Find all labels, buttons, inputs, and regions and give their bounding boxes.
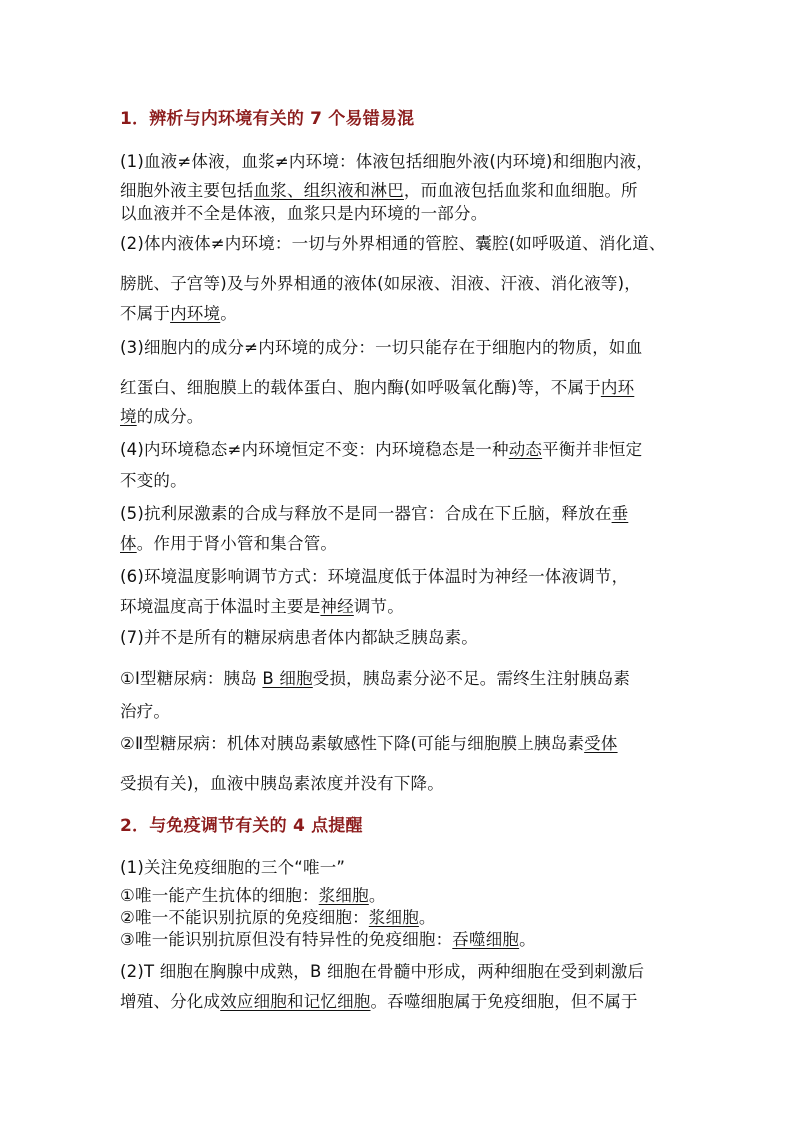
s1-p6-line2: [120, 596, 404, 618]
s1-p2-line1: (2)体内液体≠内环境：一切与外界相通的管腔、囊腔(如呼吸道、消化道、: [120, 234, 666, 253]
text: ①Ⅰ型糖尿病：胰岛: [120, 669, 263, 688]
s1-p7-line1: (7)并不是所有的糖尿病患者体内都缺乏胰岛素。: [120, 628, 478, 647]
s1-p4-line2: 不变的。: [120, 471, 187, 490]
s1-p5-line1: [120, 503, 628, 525]
underlined-term: 受体: [584, 734, 618, 753]
s1-p6-line1: (6)环境温度影响调节方式：环境温度低于体温时为神经一体液调节，: [120, 567, 629, 586]
underlined-term: 吞噬细胞: [452, 930, 520, 949]
underlined-term: 境: [120, 407, 137, 426]
s1-p3-line1: (3)细胞内的成分≠内环境的成分：一切只能存在于细胞内的物质，如血: [120, 338, 643, 357]
underlined-term: 内环: [600, 378, 635, 397]
text: 调节。: [353, 597, 404, 616]
s1-p3-line3: [120, 406, 204, 428]
text: 。: [220, 304, 237, 323]
text: 。: [368, 886, 386, 905]
text: (4)内环境稳态≠内环境恒定不变：内环境稳态是一种: [120, 440, 509, 459]
s1-p4-line1: [120, 439, 642, 461]
s1-p1-line1: (1)血液≠体液，血浆≠内环境：体液包括细胞外液(内环境)和细胞内液，: [120, 152, 653, 171]
text: 。吞噬细胞属于免疫细胞，但不属于: [370, 992, 638, 1011]
s2-p1-line1: (1)关注免疫细胞的三个“唯一”: [120, 858, 346, 877]
text: 不属于: [120, 304, 171, 323]
s2-p2-line1: (2)T 细胞在胸腺中成熟，B 细胞在骨髓中形成，两种细胞在受到刺激后: [120, 962, 645, 981]
underlined-term: 动态: [508, 440, 543, 459]
s2-p2-line2: [120, 991, 638, 1013]
underlined-term: 内环境: [170, 304, 221, 323]
text: 的成分。: [136, 407, 204, 426]
s1-p5-line2: [120, 533, 337, 555]
text: 受损，胰岛素分泌不足。需终生注射胰岛素: [312, 669, 631, 688]
section-1-heading: 1．辨析与内环境有关的 7 个易错易混: [120, 109, 415, 129]
section-2-heading: 2．与免疫调节有关的 4 点提醒: [120, 816, 363, 836]
underlined-term: 浆细胞: [318, 886, 369, 905]
underlined-term: 浆细胞: [368, 908, 419, 927]
s2-p1-line2: [120, 885, 386, 907]
underlined-term: 效应细胞和记忆细胞: [220, 992, 371, 1011]
text: 。作用于肾小管和集合管。: [136, 534, 338, 553]
underlined-term: B 细胞: [262, 669, 313, 688]
text: ②Ⅱ型糖尿病：机体对胰岛素敏感性下降(可能与细胞膜上胰岛素: [120, 734, 585, 753]
text: 增殖、分化成: [120, 992, 221, 1011]
underlined-term: 垂: [611, 504, 629, 523]
text: ②唯一不能识别抗原的免疫细胞：: [120, 908, 369, 927]
s1-p1-line3: 以血液并不全是体液，血浆只是内环境的一部分。: [120, 204, 488, 223]
s1-p2-line3: [120, 303, 237, 325]
s1-p3-line2: [120, 377, 634, 399]
text: (5)抗利尿激素的合成与释放不是同一器官：合成在下丘脑，释放在: [120, 504, 612, 523]
s2-p1-line4: [120, 929, 536, 951]
text: ，而血液包括血浆和血细胞。所: [403, 181, 638, 200]
text: ③唯一能识别抗原但没有特异性的免疫细胞：: [120, 930, 453, 949]
underlined-term: 体: [120, 534, 137, 553]
s2-p1-line3: [120, 907, 436, 929]
s1-p2-line2: 膀胱、子宫等)及与外界相通的液体(如尿液、泪液、汗液、消化液等)，: [120, 274, 641, 293]
s1-p9-line1: [120, 733, 618, 755]
s1-p1-line2: [120, 180, 638, 202]
text: 红蛋白、细胞膜上的载体蛋白、胞内酶(如呼吸氧化酶)等，不属于: [120, 378, 601, 397]
text: 环境温度高于体温时主要是: [120, 597, 321, 616]
text: 平衡并非恒定: [542, 440, 643, 459]
text: 细胞外液主要包括: [120, 181, 254, 200]
text: 。: [519, 930, 536, 949]
s1-p8-line1: [120, 668, 630, 690]
s1-p8-line2: 治疗。: [120, 702, 171, 721]
text: ①唯一能产生抗体的细胞：: [120, 886, 319, 905]
underlined-term: 神经: [320, 597, 354, 616]
underlined-term: 血浆、组织液和淋巴: [253, 181, 404, 200]
s1-p9-line2: 受损有关)，血液中胰岛素浓度并没有下降。: [120, 774, 444, 793]
text: 。: [418, 908, 436, 927]
